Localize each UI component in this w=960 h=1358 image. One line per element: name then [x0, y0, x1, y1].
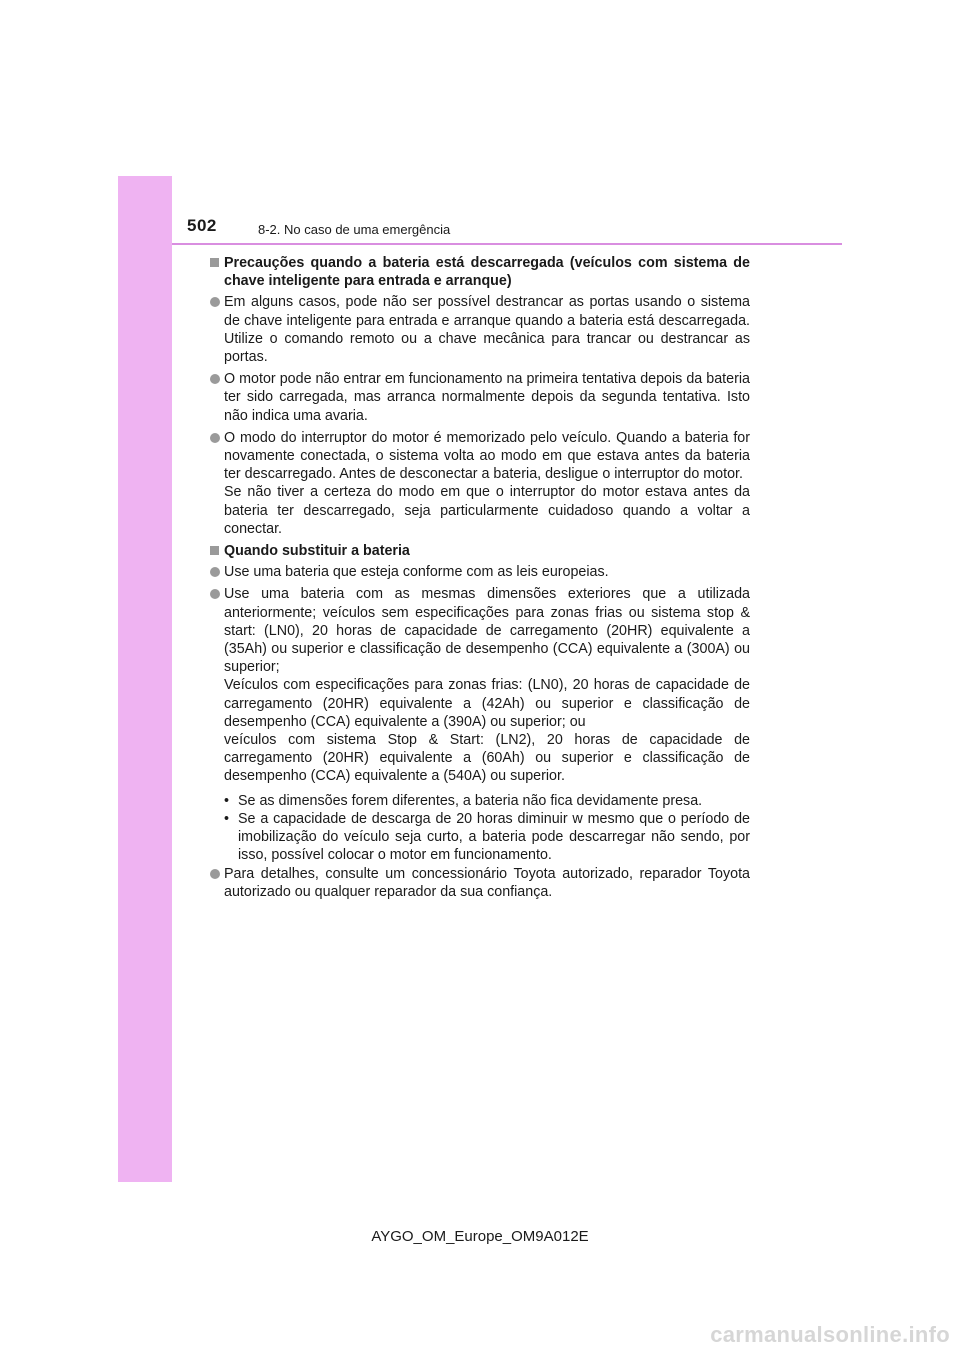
sub-list-text: Se a capacidade de descarga de 20 horas diminuir w mesmo que o período de imobilização do veículo seja curto, a bateria pode descarregar não sendo, por isso, possível colocar o motor em funcionamento.	[238, 810, 750, 864]
page-number: 502	[187, 216, 217, 235]
watermark-text: carmanualsonline.info	[710, 1322, 950, 1347]
list-item	[210, 429, 750, 538]
paragraph: O motor pode não entrar em funcionamento na primeira tentativa depois da bateria ter sido carregada, mas arranca normalmente depois da segunda tentativa. Isto não indica uma avaria.	[224, 371, 750, 424]
round-bullet-icon	[210, 869, 220, 879]
document-code: AYGO_OM_Europe_OM9A012E	[371, 1228, 589, 1245]
round-bullet-icon	[210, 433, 220, 443]
paragraph: Se não tiver a certeza do modo em que o interruptor do motor estava antes da bateria ter descarregado, seja particularmente cuidadoso quando a voltar a conectar.	[224, 484, 750, 537]
list-item	[210, 563, 750, 581]
paragraph: Veículos com especificações para zonas frias: (LN0), 20 horas de capacidade de carregamento (20HR) equivalente a (42Ah) ou superior e classificação de desempenho (CCA) equivalente a (390A) ou superior; ou	[224, 677, 750, 730]
sub-bullet-mark: •	[224, 792, 230, 809]
paragraph: Use uma bateria que esteja conforme com as leis europeias.	[224, 564, 609, 581]
round-bullet-icon	[210, 374, 220, 384]
square-bullet-icon	[210, 546, 219, 555]
section-heading	[210, 542, 750, 560]
sub-list-text: Se as dimensões forem diferentes, a bateria não fica devidamente presa.	[238, 792, 703, 809]
page-content	[210, 254, 750, 905]
round-bullet-icon	[210, 589, 220, 599]
paragraph: veículos com sistema Stop & Start: (LN2), 20 horas de capacidade de carregamento (20HR) equivalente a (60Ah) ou superior e classificação de desempenho (CCA) equivalente a (540A) ou superior.	[224, 732, 750, 785]
list-item	[210, 865, 750, 901]
section-heading	[210, 254, 750, 290]
round-bullet-icon	[210, 567, 220, 577]
round-bullet-icon	[210, 297, 220, 307]
list-item	[210, 293, 750, 366]
chapter-side-tab	[118, 176, 172, 1182]
paragraph: Para detalhes, consulte um concessionário Toyota autorizado, reparador Toyota autorizado ou qualquer reparador da sua confiança.	[224, 865, 750, 900]
sub-list-item	[210, 792, 750, 810]
list-item	[210, 370, 750, 425]
square-bullet-icon	[210, 258, 219, 267]
section-heading-text: Precauções quando a bateria está descarregada (veículos com sistema de chave inteligente para entrada e arranque)	[224, 255, 750, 290]
paragraph: Use uma bateria com as mesmas dimensões exteriores que a utilizada anteriormente; veículos sem especificações para zonas frias ou sistema stop & start: (LN0), 20 horas de capacidade de carregamento (20HR) equivalente a (35Ah) ou superior e classificação de desempenho (CCA) equivalente a (300A) ou superior;	[224, 586, 750, 676]
sub-bullet-mark: •	[224, 810, 230, 827]
paragraph: O modo do interruptor do motor é memorizado pelo veículo. Quando a bateria for novamente conectada, o sistema volta ao modo em que estava antes da bateria ter descarregado. Antes de desconectar a bateria, desligue o interruptor do motor.	[224, 429, 750, 483]
paragraph: Em alguns casos, pode não ser possível destrancar as portas usando o sistema de chave inteligente para entrada e arranque quando a bateria está descarregada. Utilize o comando remoto ou a chave mecânica para trancar ou destrancar as portas.	[224, 294, 750, 366]
header-divider	[172, 243, 842, 245]
list-item	[210, 585, 750, 785]
sub-list-item	[210, 810, 750, 865]
section-title: 8-2. No caso de uma emergência	[258, 222, 451, 237]
section-heading-text: Quando substituir a bateria	[224, 543, 410, 560]
